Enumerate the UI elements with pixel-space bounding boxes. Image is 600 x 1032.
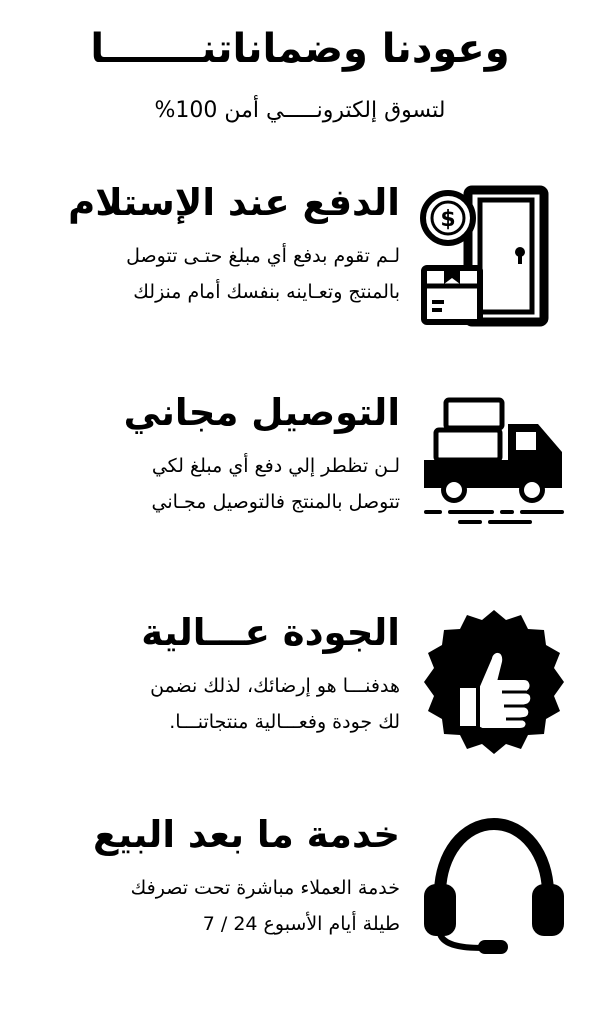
feature-description [40, 238, 400, 310]
feature-description-line: لك جودة وفعـــالية منتجاتنـــا. [169, 711, 400, 733]
feature-description-line: تتوصل بالمنتج فالتوصيل مجـاني [151, 491, 400, 513]
feature-cash-on-delivery [0, 180, 600, 400]
feature-free-delivery [0, 390, 600, 610]
feature-title: الدفع عند الإستلام [68, 181, 400, 224]
feature-text [40, 390, 400, 520]
page-subtitle: لتسوق إلكترونـــــي أمن 100% [154, 98, 446, 123]
feature-title: التوصيل مجاني [123, 391, 400, 434]
feature-description-line: بالمنتج وتعـاينه بنفسك أمام منزلك [133, 281, 400, 303]
feature-title: الجودة عـــالية [141, 611, 400, 654]
feature-high-quality [0, 610, 600, 830]
feature-description-line: طيلة أيام الأسبوع 24 / 7 [202, 913, 400, 935]
feature-title: خدمة ما بعد البيع [92, 813, 400, 856]
feature-text [40, 610, 400, 740]
feature-description-line: خدمة العملاء مباشرة تحت تصرفك [130, 877, 400, 899]
thumbs-up-badge-icon [420, 608, 568, 756]
svg-text:$: $ [440, 207, 456, 232]
headset-support-icon [420, 814, 568, 962]
feature-description-line: لـم تقوم بدفع أي مبلغ حتـى تتوصل [126, 245, 400, 267]
feature-description [40, 448, 400, 520]
cash-on-delivery-icon [420, 184, 568, 332]
feature-text [40, 180, 400, 310]
feature-text [40, 812, 400, 942]
feature-after-sales-service [0, 812, 600, 1032]
delivery-truck-icon [420, 390, 568, 538]
feature-description-line: لـن تظطر إلي دفع أي مبلغ لكي [151, 455, 400, 477]
feature-description-line: هدفنـــا هو إرضائك، لذلك نضمن [150, 675, 400, 697]
page-title: وعودنا وضماناتنـــــــا [90, 26, 510, 72]
feature-description [40, 668, 400, 740]
feature-description [40, 870, 400, 942]
